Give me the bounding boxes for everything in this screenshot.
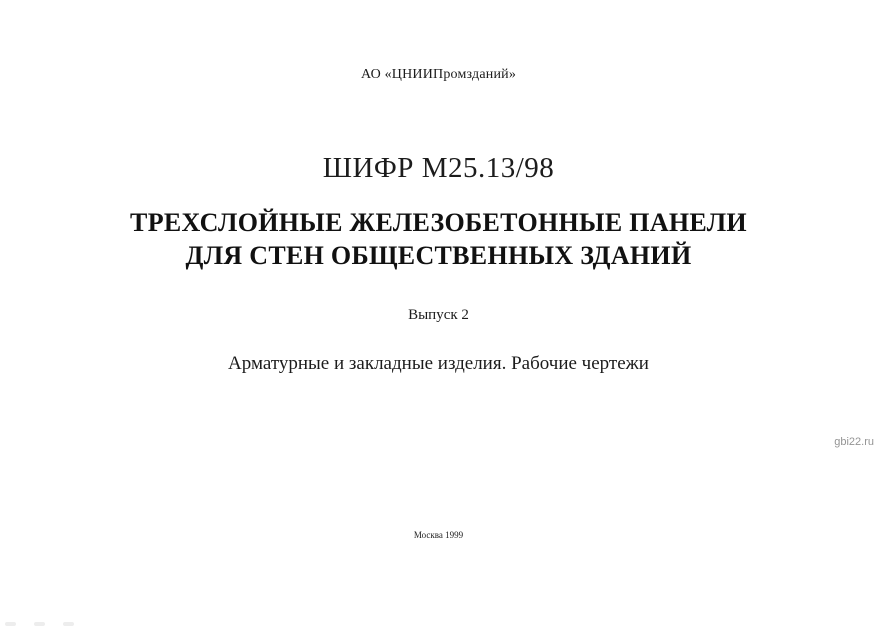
issue-number: Выпуск 2 bbox=[408, 307, 469, 323]
document-title-line1: ТРЕХСЛОЙНЫЕ ЖЕЛЕЗОБЕТОННЫЕ ПАНЕЛИ bbox=[130, 208, 747, 237]
city-year-footer: Москва 1999 bbox=[413, 530, 464, 540]
document-title-line2: ДЛЯ СТЕН ОБЩЕСТВЕННЫХ ЗДАНИЙ bbox=[185, 241, 692, 270]
document-subtitle: Арматурные и закладные изделия. Рабочие чертежи bbox=[228, 353, 649, 374]
document-cipher: ШИФР М25.13/98 bbox=[322, 152, 555, 184]
scan-corner-artifacts bbox=[5, 622, 74, 626]
document-title bbox=[0, 206, 877, 272]
site-watermark: gbi22.ru bbox=[834, 436, 874, 448]
organization-name: АО «ЦНИИПромзданий» bbox=[360, 67, 517, 82]
